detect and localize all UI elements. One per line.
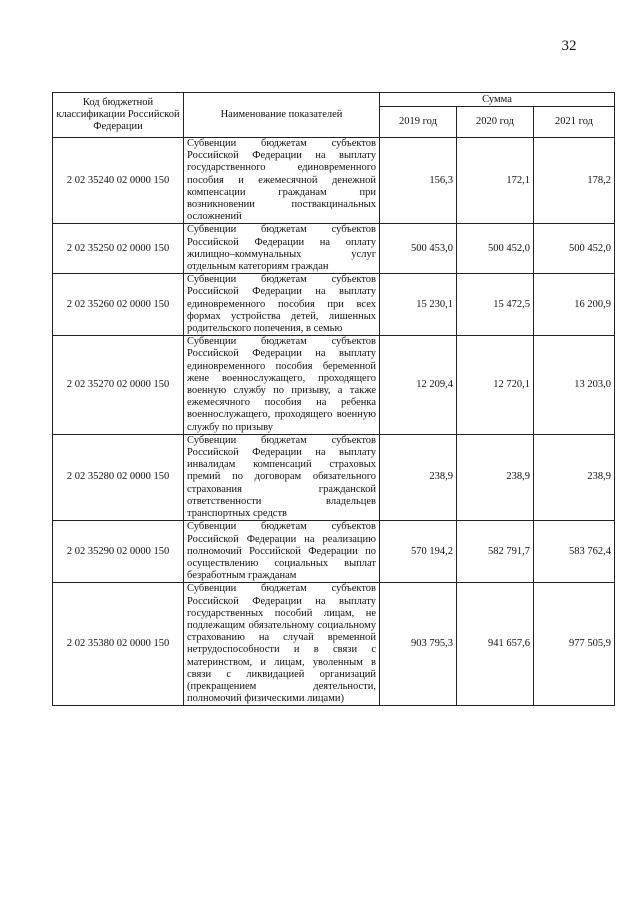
row-value-2020: 238,9 [457,434,534,520]
row-value-2020: 500 452,0 [457,224,534,274]
table-row [53,336,615,435]
table-body [53,138,615,706]
row-code: 2 02 35280 02 0000 150 [53,434,184,520]
row-value-2019: 500 453,0 [380,224,457,274]
row-name: Субвенции бюджетам субъектов Российской Федерации на выплату государственного единовременного пособия и ежемесячной денежной компенсации гражданам при возникновении поствакцинальных осложнений [184,138,380,224]
row-value-2021: 16 200,9 [534,274,615,336]
table-row [53,521,615,583]
row-code: 2 02 35250 02 0000 150 [53,224,184,274]
row-name: Субвенции бюджетам субъектов Российской Федерации на реализацию полномочий Российской Федерации по осуществлению социальных выплат безработным гражданам [184,521,380,583]
row-value-2020: 15 472,5 [457,274,534,336]
row-code: 2 02 35240 02 0000 150 [53,138,184,224]
row-value-2019: 156,3 [380,138,457,224]
table-row [53,583,615,706]
table-row [53,274,615,336]
header-year-2020: 2020 год [457,107,534,138]
row-name: Субвенции бюджетам субъектов Российской Федерации на оплату жилищно–коммунальных услуг отдельным категориям граждан [184,224,380,274]
row-value-2019: 570 194,2 [380,521,457,583]
row-code: 2 02 35290 02 0000 150 [53,521,184,583]
row-value-2019: 903 795,3 [380,583,457,706]
row-value-2021: 178,2 [534,138,615,224]
table-row [53,138,615,224]
row-value-2019: 12 209,4 [380,336,457,435]
row-value-2020: 12 720,1 [457,336,534,435]
page-number: 32 [561,38,577,54]
row-value-2020: 172,1 [457,138,534,224]
header-sum: Сумма [380,93,615,107]
header-name: Наименование показателей [184,93,380,138]
table-row [53,224,615,274]
row-value-2020: 941 657,6 [457,583,534,706]
row-value-2019: 238,9 [380,434,457,520]
header-year-2021: 2021 год [534,107,615,138]
row-name: Субвенции бюджетам субъектов Российской Федерации на выплату инвалидам компенсаций страховых премий по договорам обязательного страхования гражданской ответственности владельцев транспортных средств [184,434,380,520]
row-value-2021: 977 505,9 [534,583,615,706]
row-value-2021: 238,9 [534,434,615,520]
row-value-2021: 500 452,0 [534,224,615,274]
table-row [53,434,615,520]
row-name: Субвенции бюджетам субъектов Российской Федерации на выплату единовременного пособия при всех формах устройства детей, лишенных родительского попечения, в семью [184,274,380,336]
budget-table [52,92,615,706]
row-name: Субвенции бюджетам субъектов Российской Федерации на выплату государственных пособий лицам, не подлежащим обязательному социальному страхованию на случай временной нетрудоспособности и в связи с материнством, и лицам, уволенным в связи с ликвидацией организаций (прекращением деятельности, полномочий физическими лицами) [184,583,380,706]
header-year-2019: 2019 год [380,107,457,138]
row-value-2020: 582 791,7 [457,521,534,583]
row-value-2021: 583 762,4 [534,521,615,583]
row-value-2021: 13 203,0 [534,336,615,435]
row-code: 2 02 35380 02 0000 150 [53,583,184,706]
row-code: 2 02 35270 02 0000 150 [53,336,184,435]
row-name: Субвенции бюджетам субъектов Российской Федерации на выплату единовременного пособия беременной жене военнослужащего, проходящего военную службу по призыву, а также ежемесячного пособия на ребенка военнослужащего, проходящего военную службу по призыву [184,336,380,435]
row-value-2019: 15 230,1 [380,274,457,336]
table-header [53,93,615,138]
header-code: Код бюджетной классификации Российской Федерации [53,93,184,138]
row-code: 2 02 35260 02 0000 150 [53,274,184,336]
